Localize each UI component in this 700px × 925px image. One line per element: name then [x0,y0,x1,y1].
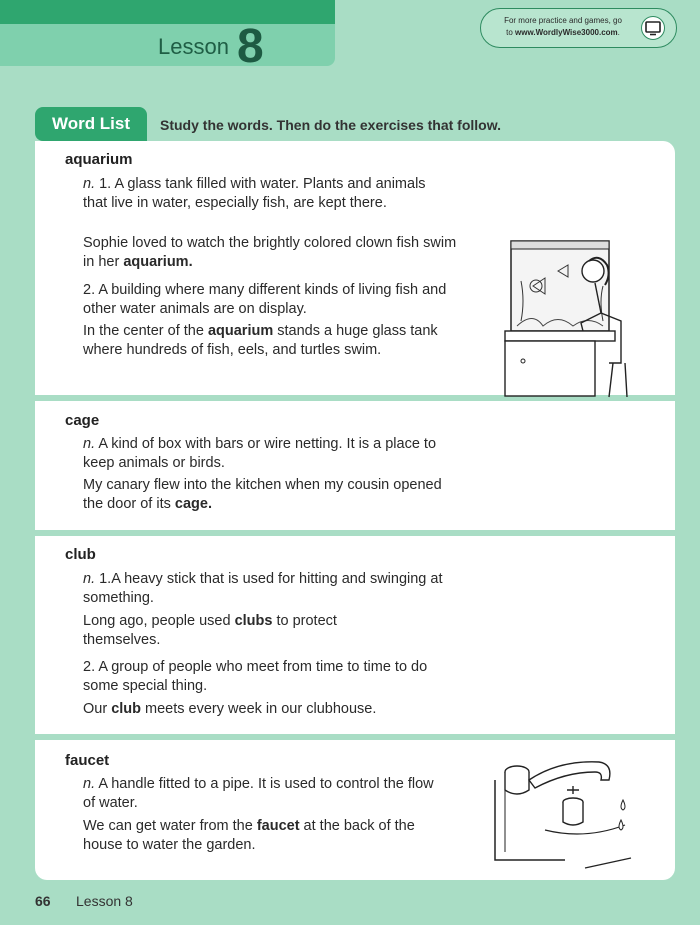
definition-text: A kind of box with bars or wire netting. It is a place to keep animals or birds. [83,436,437,471]
example-headword: clubs [234,613,273,629]
lesson-number: 8 [237,20,264,73]
example-text: meets every week in our clubhouse. [141,701,377,717]
practice-text [493,15,633,39]
example-text: My canary flew into the kitchen when my cousin opened the door of its [83,477,442,512]
example-text: Our [83,701,112,717]
entry-card-faucet [35,740,675,880]
lesson-title: Lesson [158,34,229,59]
faucet-illustration [485,750,635,875]
aquarium-illustration [503,231,643,401]
example-headword: aquarium. [123,253,193,270]
definition-text: 1.A heavy stick that is used for hitting and swinging at something. [83,571,443,606]
monitor-icon [641,16,665,45]
part-of-speech: n. [83,436,96,452]
banner-stripe [0,0,335,24]
headword: cage [65,412,100,429]
definition-text: 2. A building where many different kinds of living fish and other water animals are on display. [83,282,447,317]
example-sentence [83,612,403,649]
page-number: 66 [35,893,51,909]
example-text: Long ago, people used [83,613,235,629]
definition [83,435,453,472]
definition [83,281,463,318]
example-headword: faucet [256,818,300,834]
example-sentence [83,322,443,359]
word-list-instructions: Study the words. Then do the exercises that follow. [160,117,501,133]
headword: club [65,546,96,563]
footer-lesson-label: Lesson 8 [76,893,133,909]
definition [83,658,463,695]
example-text: at the back of the house to water the garden. [83,818,415,853]
example-text: We can get water from the [83,818,257,834]
example-text: stands a huge glass tank where hundreds of fish, eels, and turtles swim. [83,323,438,358]
definition [83,570,443,607]
part-of-speech: n. [83,776,96,792]
entry-card-club [35,536,675,734]
headword: aquarium [65,151,133,168]
example-headword: aquarium [207,323,274,339]
example-text: to protect themselves. [83,613,337,648]
part-of-speech: n. [83,571,96,587]
practice-url[interactable]: www.WordlyWise3000.com [515,28,618,37]
entry-card-aquarium [35,141,675,395]
lesson-banner [0,0,335,73]
example-sentence [83,700,483,719]
word-list-tab: Word List [35,107,147,141]
definition [83,175,443,212]
part-of-speech: n. [83,176,96,192]
practice-callout [480,8,677,48]
definition-text: 2. A group of people who meet from time to time to do some special thing. [83,659,428,694]
entry-card-cage [35,401,675,530]
example-sentence [83,234,463,271]
example-sentence [83,817,443,854]
example-headword: club [111,701,142,717]
practice-suffix: . [617,28,620,37]
practice-line1: For more practice and games, go [504,16,622,25]
definition-text: 1. A glass tank filled with water. Plants and animals that live in water, especially fish, are kept there. [83,176,426,211]
example-text: In the center of the [83,323,208,339]
example-text: Sophie loved to watch the brightly colored clown fish swim in her [83,235,457,270]
example-headword: cage. [174,495,212,512]
headword: faucet [65,752,110,769]
definition-text: A handle fitted to a pipe. It is used to control the flow of water. [83,776,434,811]
practice-prefix: to [506,28,516,37]
example-sentence [83,476,463,513]
definition [83,775,443,812]
